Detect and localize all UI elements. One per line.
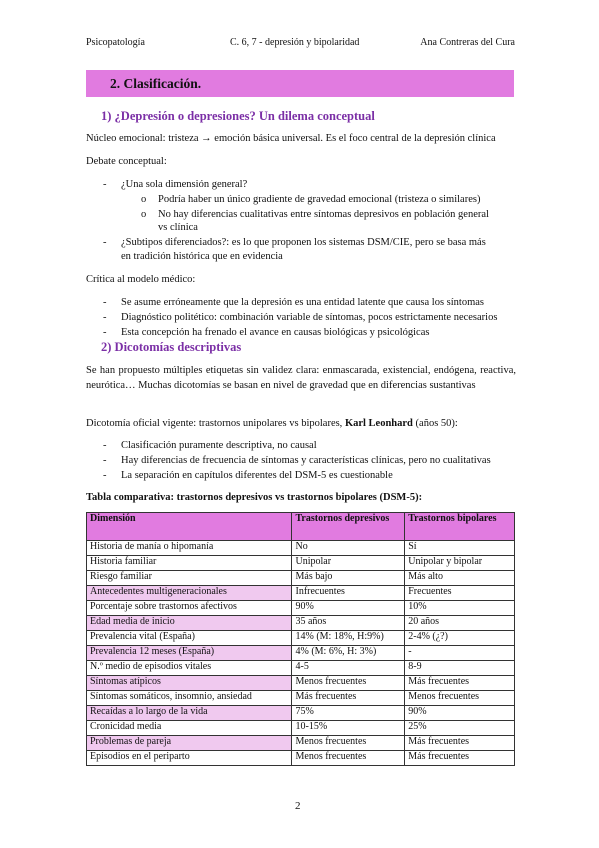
- table-row: [87, 541, 515, 556]
- subsection-title-2: 2) Dicotomías descriptivas: [101, 340, 242, 354]
- table-cell: Más bajo: [292, 571, 405, 586]
- sub-bullet: o: [141, 209, 147, 220]
- table-cell: Historia de manía o hipomanía: [87, 541, 292, 556]
- table-cell: Síntomas atípicos: [87, 676, 292, 691]
- table-body: [87, 541, 515, 766]
- table-cell: Prevalencia 12 meses (España): [87, 646, 292, 661]
- table-row: [87, 676, 515, 691]
- page-number: 2: [295, 800, 301, 812]
- critica-label: Crítica al modelo médico:: [86, 274, 196, 285]
- oficial-post: (años 50):: [412, 418, 458, 429]
- table-cell: Menos frecuentes: [405, 691, 515, 706]
- oficial-paragraph: [86, 417, 516, 430]
- table-cell: 10-15%: [292, 721, 405, 736]
- table-cell: Riesgo familiar: [87, 571, 292, 586]
- table-row: [87, 631, 515, 646]
- table-cell: Menos frecuentes: [292, 751, 405, 766]
- debate-sub-1: Podría haber un único gradiente de gravedad emocional (tristeza o similares): [158, 194, 481, 205]
- table-row: [87, 661, 515, 676]
- table-cell: 4% (M: 6%, H: 3%): [292, 646, 405, 661]
- table-header-row: [87, 513, 515, 541]
- sub-bullet: o: [141, 194, 147, 205]
- comparison-table: [86, 512, 515, 766]
- table-cell: 90%: [292, 601, 405, 616]
- table-row: [87, 751, 515, 766]
- table-cell: Edad media de inicio: [87, 616, 292, 631]
- oficial-item: Hay diferencias de frecuencia de síntomas y características clínicas, pero no cualitativas: [121, 455, 491, 466]
- table-row: [87, 571, 515, 586]
- table-row: [87, 586, 515, 601]
- bullet-dash: -: [103, 440, 107, 451]
- table-cell: Unipolar y bipolar: [405, 556, 515, 571]
- table-header-cell: Trastornos depresivos: [292, 513, 405, 541]
- table-cell: Recaídas a lo largo de la vida: [87, 706, 292, 721]
- table-cell: 8-9: [405, 661, 515, 676]
- table-cell: Más frecuentes: [292, 691, 405, 706]
- table-cell: Más alto: [405, 571, 515, 586]
- table-cell: Episodios en el periparto: [87, 751, 292, 766]
- table-cell: 75%: [292, 706, 405, 721]
- table-cell: 25%: [405, 721, 515, 736]
- debate-item-1: ¿Una sola dimensión general?: [121, 179, 248, 190]
- table-cell: Infrecuentes: [292, 586, 405, 601]
- table-cell: Sí: [405, 541, 515, 556]
- table-row: [87, 736, 515, 751]
- bullet-dash: -: [103, 327, 107, 338]
- dicotomias-paragraph: Se han propuesto múltiples etiquetas sin validez clara: enmascarada, existencial, endógena, reactiva, neurótica… Muchas dicotomías se basan en nivel de gravedad que en diferencias sustantivas: [86, 365, 516, 391]
- oficial-pre: Dicotomía oficial vigente: trastornos unipolares vs bipolares,: [86, 418, 345, 429]
- author-name: Karl Leonhard: [344, 418, 413, 429]
- table-cell: Más frecuentes: [405, 736, 515, 751]
- table-cell: Más frecuentes: [405, 676, 515, 691]
- table-cell: No: [292, 541, 405, 556]
- bullet-dash: -: [103, 237, 107, 248]
- table-cell: Síntomas somáticos, insomnio, ansiedad: [87, 691, 292, 706]
- oficial-item: Clasificación puramente descriptiva, no causal: [121, 440, 317, 451]
- table-row: [87, 646, 515, 661]
- table-cell: 90%: [405, 706, 515, 721]
- debate-item-2-cont: en tradición histórica que en evidencia: [121, 251, 283, 262]
- table-cell: Problemas de pareja: [87, 736, 292, 751]
- critica-item: Diagnóstico politético: combinación variable de síntomas, pocos estrictamente necesarios: [121, 312, 498, 323]
- table-row: [87, 721, 515, 736]
- nucleo-paragraph: Núcleo emocional: tristeza → emoción básica universal. Es el foco central de la depresión clínica: [86, 133, 496, 144]
- table-title: Tabla comparativa: trastornos depresivos vs trastornos bipolares (DSM-5):: [86, 492, 423, 503]
- table-cell: Unipolar: [292, 556, 405, 571]
- critica-item: Esta concepción ha frenado el avance en causas biológicas y psicológicas: [121, 327, 430, 338]
- table-cell: Historia familiar: [87, 556, 292, 571]
- table-cell: 14% (M: 18%, H:9%): [292, 631, 405, 646]
- table-row: [87, 601, 515, 616]
- table-cell: Menos frecuentes: [292, 676, 405, 691]
- table-header-cell: Trastornos bipolares: [405, 513, 515, 541]
- table-cell: 2-4% (¿?): [405, 631, 515, 646]
- table-cell: 10%: [405, 601, 515, 616]
- table-cell: Porcentaje sobre trastornos afectivos: [87, 601, 292, 616]
- table-cell: Menos frecuentes: [292, 736, 405, 751]
- table-cell: 35 años: [292, 616, 405, 631]
- table-cell: N.º medio de episodios vitales: [87, 661, 292, 676]
- debate-label: Debate conceptual:: [86, 156, 167, 167]
- table-cell: Cronicidad media: [87, 721, 292, 736]
- bullet-dash: -: [103, 312, 107, 323]
- table-cell: Más frecuentes: [405, 751, 515, 766]
- header-subject: Psicopatología: [86, 37, 145, 48]
- debate-item-2: ¿Subtipos diferenciados?: es lo que proponen los sistemas DSM/CIE, pero se basa más: [121, 237, 486, 248]
- table-row: [87, 691, 515, 706]
- header-author: Ana Contreras del Cura: [420, 37, 515, 48]
- oficial-item: La separación en capítulos diferentes del DSM-5 es cuestionable: [121, 470, 393, 481]
- header-topic: C. 6, 7 - depresión y bipolaridad: [230, 37, 360, 48]
- debate-sub-2-cont: vs clínica: [158, 222, 198, 233]
- table-cell: Frecuentes: [405, 586, 515, 601]
- section-title: 2. Clasificación.: [110, 76, 202, 91]
- critica-item: Se asume erróneamente que la depresión es una entidad latente que causa los síntomas: [121, 297, 484, 308]
- debate-sub-2: No hay diferencias cualitativas entre síntomas depresivos en población general: [158, 209, 489, 220]
- table-cell: Antecedentes multigeneracionales: [87, 586, 292, 601]
- bullet-dash: -: [103, 297, 107, 308]
- bullet-dash: -: [103, 179, 107, 190]
- bullet-dash: -: [103, 455, 107, 466]
- table-header-cell: Dimensión: [87, 513, 292, 541]
- subsection-title-1: 1) ¿Depresión o depresiones? Un dilema conceptual: [101, 109, 375, 123]
- table-row: [87, 616, 515, 631]
- table-cell: 20 años: [405, 616, 515, 631]
- table-row: [87, 706, 515, 721]
- bullet-dash: -: [103, 470, 107, 481]
- table-cell: Prevalencia vital (España): [87, 631, 292, 646]
- table-cell: -: [405, 646, 515, 661]
- table-row: [87, 556, 515, 571]
- table-cell: 4-5: [292, 661, 405, 676]
